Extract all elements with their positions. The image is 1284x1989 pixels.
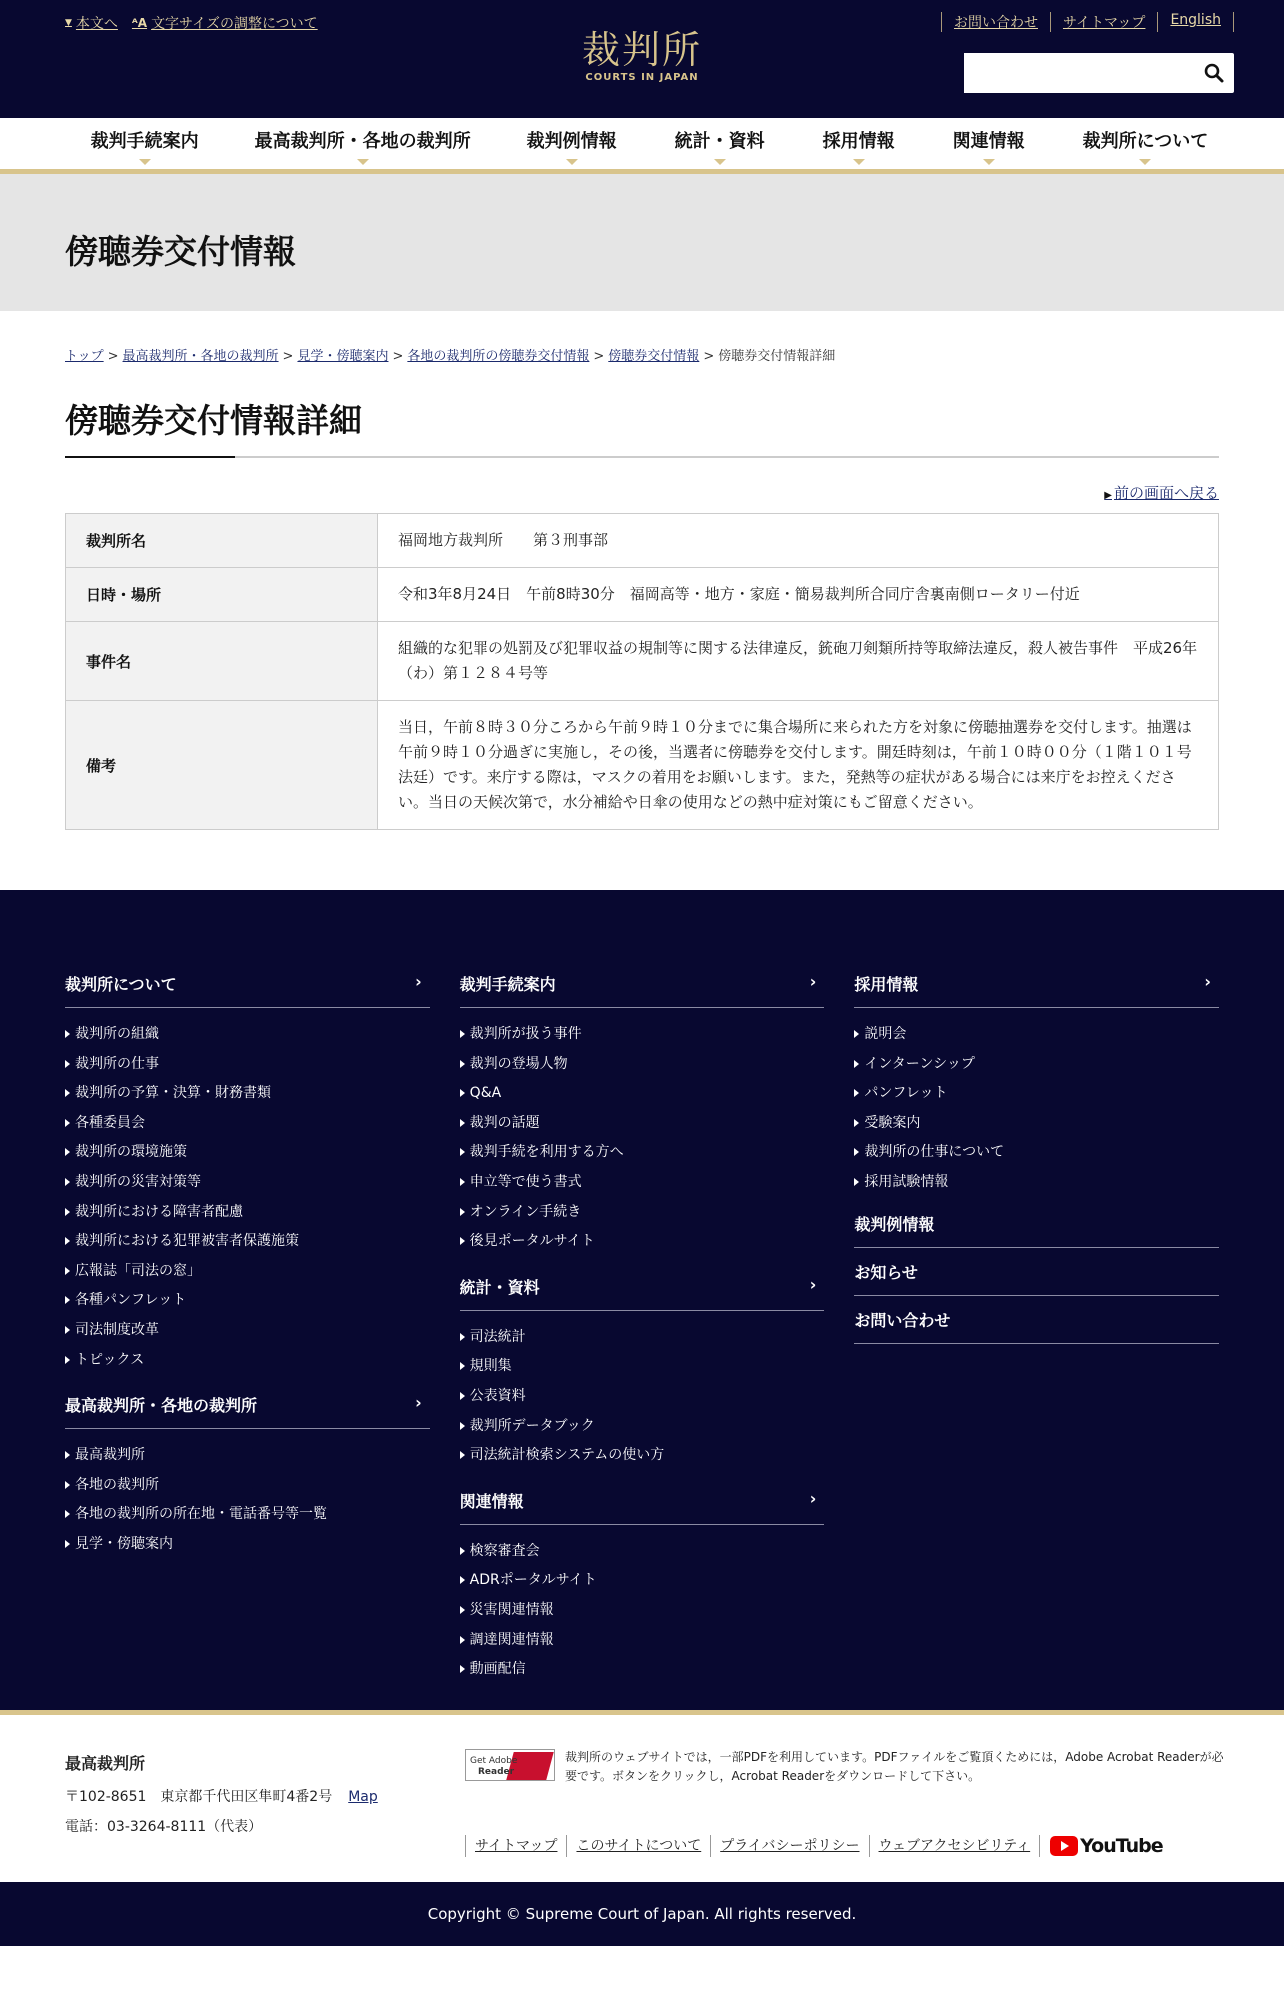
- footer-column-1: [65, 956, 430, 1670]
- row-value: 令和3年8月24日 午前8時30分 福岡高等・地方・家庭・簡易裁判所合同庁舎裏南側ロータリー付近: [378, 568, 1219, 622]
- site-footer: [0, 890, 1284, 1946]
- adobe-badge-text: Get Adobe: [470, 1756, 518, 1766]
- font-size-link[interactable]: [132, 13, 318, 33]
- contact-link[interactable]: お問い合わせ: [941, 12, 1050, 32]
- font-size-link-label: 文字サイズの調整について: [151, 16, 318, 32]
- row-label: 裁判所名: [66, 514, 378, 568]
- footer-link[interactable]: Q&A: [460, 1079, 825, 1109]
- chevron-right-icon: ›: [415, 972, 422, 991]
- row-label: 事件名: [66, 622, 378, 701]
- address: [65, 1786, 1219, 1806]
- footer-link[interactable]: 災害関連情報: [460, 1596, 825, 1626]
- breadcrumb-separator: >: [593, 349, 605, 364]
- footer-link[interactable]: パンフレット: [854, 1079, 1219, 1109]
- english-link[interactable]: English: [1157, 12, 1234, 32]
- footer-heading[interactable]: [854, 962, 1219, 1008]
- footer-heading[interactable]: [460, 1265, 825, 1311]
- breadcrumb-separator: >: [107, 349, 119, 364]
- footer-link[interactable]: 裁判所データブック: [460, 1412, 825, 1442]
- footer-link[interactable]: 調達関連情報: [460, 1626, 825, 1656]
- gnav-label: 裁判所について: [1082, 131, 1209, 152]
- gnav-courts[interactable]: [228, 118, 498, 169]
- font-size-icon: ᴬA: [131, 16, 148, 30]
- page-title-band: [0, 174, 1284, 311]
- organization-name: 最高裁判所: [65, 1754, 146, 1773]
- footer-link[interactable]: 最高裁判所: [65, 1441, 430, 1471]
- footer-heading-label: 統計・資料: [459, 1277, 540, 1297]
- back-link-row: [65, 482, 1219, 503]
- copyright: Copyright © Supreme Court of Japan. All rights reserved.: [0, 1882, 1284, 1946]
- search-box: [964, 53, 1234, 93]
- gnav-label: 統計・資料: [674, 131, 765, 152]
- caret-down-icon: [139, 159, 151, 165]
- footer-link[interactable]: 裁判所の予算・決算・財務書類: [65, 1079, 430, 1109]
- table-row: [66, 568, 1219, 622]
- logo-english: COURTS IN JAPAN: [585, 72, 699, 83]
- footer-column-2: [459, 956, 825, 1678]
- global-nav: [0, 118, 1284, 174]
- footer-list: [854, 1008, 1219, 1200]
- footer-link[interactable]: 裁判所の環境施策: [65, 1138, 430, 1168]
- chevron-right-icon: ›: [809, 1488, 817, 1508]
- gnav-label: 採用情報: [822, 131, 895, 152]
- caret-down-icon: [714, 159, 726, 165]
- section-heading: [65, 395, 1219, 458]
- footer-link[interactable]: 後見ポータルサイト: [460, 1227, 825, 1257]
- row-label: 備考: [66, 701, 378, 830]
- row-value: 当日，午前８時３０分ころから午前９時１０分までに集合場所に来られた方を対象に傍聴抽選券を交付します。抽選は午前９時１０分過ぎに実施し，その後，当選者に傍聴券を交付します。開廷時刻は，午前１０時００分（１階１０１号法廷）です。来庁する際は，マスクの着用をお願いします。また，発熱等の症状がある場合には来庁をお控えください。当日の天候次第で，水分補給や日傘の使用などの熱中症対策にもご留意ください。: [378, 701, 1219, 830]
- caret-down-icon: [1139, 159, 1151, 165]
- page-title: 傍聴券交付情報: [65, 232, 296, 271]
- section-title: 傍聴券交付情報詳細: [65, 401, 362, 440]
- footer-list: [65, 1429, 430, 1561]
- footer-link[interactable]: 見学・傍聴案内: [65, 1530, 430, 1560]
- footer-list: [65, 1008, 430, 1377]
- footer-heading-label: 裁判手続案内: [459, 975, 556, 994]
- gnav-label: 裁判手続案内: [90, 131, 199, 152]
- breadcrumb-link[interactable]: 最高裁判所・各地の裁判所: [122, 349, 279, 364]
- footer-list: [460, 1525, 825, 1687]
- logo-kanji: 裁判所: [581, 28, 702, 72]
- footer-links: [465, 1835, 1163, 1857]
- caret-down-icon: [566, 159, 578, 165]
- breadcrumb-link[interactable]: トップ: [65, 349, 104, 364]
- footer-link[interactable]: 裁判所の仕事について: [854, 1138, 1219, 1168]
- footer-heading-label: 裁判所について: [65, 975, 177, 994]
- search-input[interactable]: [964, 53, 1184, 93]
- site-logo[interactable]: [560, 28, 724, 83]
- footer-heading[interactable]: [460, 1479, 825, 1525]
- footer-link[interactable]: 司法統計: [460, 1323, 825, 1353]
- gnav-precedents[interactable]: [498, 118, 646, 169]
- chevron-right-icon: ›: [1204, 972, 1212, 991]
- map-link[interactable]: Map: [348, 1789, 378, 1805]
- table-row: [66, 514, 1219, 568]
- search-icon[interactable]: [1202, 61, 1226, 85]
- gnav-label: 裁判例情報: [526, 131, 617, 152]
- footer-heading[interactable]: [460, 962, 825, 1008]
- footer-info: [0, 1710, 1284, 1882]
- pdf-note: 裁判所のウェブサイトでは，一部PDFを利用しています。PDFファイルをご覧頂くためには，Adobe Acrobat Readerが必要です。ボタンをクリックし，Acrobat Readerをダウンロードして下さい。: [565, 1750, 1224, 1783]
- breadcrumb: [0, 311, 1284, 395]
- footer-link[interactable]: 各種委員会: [65, 1109, 430, 1139]
- footer-heading[interactable]: お問い合わせ: [854, 1298, 1219, 1344]
- footer-link[interactable]: 各地の裁判所: [65, 1471, 430, 1501]
- sitemap-link[interactable]: サイトマップ: [1050, 12, 1157, 32]
- gnav-recruitment[interactable]: [794, 118, 924, 169]
- footer-link[interactable]: 採用試験情報: [854, 1168, 1219, 1198]
- site-header: [0, 0, 1284, 174]
- footer-link[interactable]: 各地の裁判所の所在地・電話番号等一覧: [65, 1500, 430, 1530]
- back-link-label: 前の画面へ戻る: [1113, 484, 1219, 502]
- footer-nav: [0, 890, 1284, 1710]
- breadcrumb-current: 傍聴券交付情報詳細: [718, 349, 836, 364]
- breadcrumb-separator: >: [703, 349, 715, 364]
- footer-link[interactable]: 裁判所における犯罪被害者保護施策: [65, 1227, 430, 1257]
- utility-left: [65, 13, 318, 33]
- row-label: 日時・場所: [66, 568, 378, 622]
- skip-to-content-link[interactable]: [65, 13, 118, 33]
- youtube-link[interactable]: [1050, 1835, 1162, 1857]
- footer-link[interactable]: 説明会: [854, 1020, 1219, 1050]
- back-link[interactable]: [1104, 484, 1219, 502]
- gnav-label: 関連情報: [952, 131, 1025, 152]
- detail-table: [65, 513, 1219, 830]
- row-value: 福岡地方裁判所 第３刑事部: [378, 514, 1219, 568]
- chevron-right-icon: ›: [809, 1274, 817, 1294]
- footer-heading[interactable]: [65, 1383, 430, 1429]
- adobe-badge-text: Reader: [478, 1767, 515, 1777]
- footer-heading-label: 関連情報: [459, 1491, 524, 1511]
- footer-link[interactable]: 動画配信: [460, 1655, 825, 1685]
- footer-link[interactable]: 広報誌「司法の窓」: [65, 1257, 430, 1287]
- footer-link[interactable]: トピックス: [65, 1346, 430, 1376]
- footer-heading-label: 最高裁判所・各地の裁判所: [65, 1396, 258, 1416]
- footer-list: [460, 1311, 825, 1473]
- breadcrumb-link[interactable]: 見学・傍聴案内: [297, 349, 389, 364]
- footer-link[interactable]: 検察審査会: [460, 1537, 825, 1567]
- footer-link[interactable]: 裁判の登場人物: [460, 1050, 825, 1080]
- footer-link[interactable]: 裁判手続を利用する方へ: [460, 1138, 825, 1168]
- skip-link-label: 本文へ: [75, 16, 118, 32]
- footer-heading[interactable]: お知らせ: [854, 1250, 1219, 1296]
- footer-link[interactable]: 申立等で使う書式: [460, 1168, 825, 1198]
- privacy-policy-link[interactable]: プライバシーポリシー: [710, 1835, 868, 1857]
- gnav-procedures[interactable]: [62, 118, 228, 169]
- triangle-right-icon: ▶: [1104, 490, 1112, 501]
- caret-down-icon: [853, 159, 865, 165]
- table-row: [66, 622, 1219, 701]
- gnav-statistics[interactable]: [646, 118, 794, 169]
- footer-column-3: [854, 956, 1219, 1670]
- youtube-label: YouTube: [1080, 1835, 1163, 1857]
- row-value: 組織的な犯罪の処罰及び犯罪収益の規制等に関する法律違反，銃砲刀剣類所持等取締法違反，殺人被告事件 平成26年（わ）第１２８４号等: [378, 622, 1219, 701]
- footer-heading-label: 採用情報: [854, 975, 919, 994]
- get-adobe-reader-badge[interactable]: [465, 1749, 555, 1781]
- caret-down-icon: [357, 159, 369, 165]
- footer-link[interactable]: 公表資料: [460, 1382, 825, 1412]
- footer-list: [460, 1008, 825, 1259]
- footer-link[interactable]: 裁判所の仕事: [65, 1050, 430, 1080]
- table-row: [66, 701, 1219, 830]
- footer-heading[interactable]: 裁判例情報: [854, 1202, 1219, 1248]
- footer-sitemap-link[interactable]: サイトマップ: [465, 1835, 566, 1857]
- heading-underline: [65, 456, 235, 458]
- telephone: 電話：03-3264-8111（代表）: [65, 1819, 263, 1835]
- gnav-about[interactable]: [1054, 118, 1238, 169]
- breadcrumb-link[interactable]: 各地の裁判所の傍聴券交付情報: [407, 349, 590, 364]
- utility-right: [941, 12, 1234, 32]
- footer-link[interactable]: 裁判所における障害者配慮: [65, 1198, 430, 1228]
- footer-link[interactable]: 裁判の話題: [460, 1109, 825, 1139]
- footer-link[interactable]: 受験案内: [854, 1109, 1219, 1139]
- footer-link[interactable]: 裁判所が扱う事件: [460, 1020, 825, 1050]
- footer-link[interactable]: オンライン手続き: [460, 1198, 825, 1228]
- address-text: 〒102-8651 東京都千代田区隼町4番2号: [65, 1789, 333, 1805]
- accessibility-link[interactable]: ウェブアクセシビリティ: [869, 1835, 1041, 1857]
- about-site-link[interactable]: このサイトについて: [566, 1835, 710, 1857]
- footer-link[interactable]: 司法制度改革: [65, 1316, 430, 1346]
- chevron-right-icon: ›: [415, 1393, 422, 1413]
- breadcrumb-link[interactable]: 傍聴券交付情報: [608, 349, 700, 364]
- gnav-related[interactable]: [924, 118, 1054, 169]
- footer-link[interactable]: ADRポータルサイト: [460, 1566, 825, 1596]
- footer-link[interactable]: 司法統計検索システムの使い方: [460, 1441, 825, 1471]
- footer-heading[interactable]: [65, 962, 430, 1008]
- footer-link[interactable]: 各種パンフレット: [65, 1286, 430, 1316]
- breadcrumb-separator: >: [282, 349, 294, 364]
- caret-down-icon: [983, 159, 995, 165]
- breadcrumb-separator: >: [392, 349, 404, 364]
- footer-link[interactable]: 規則集: [460, 1352, 825, 1382]
- main-content: [0, 395, 1284, 830]
- footer-link[interactable]: インターンシップ: [854, 1050, 1219, 1080]
- footer-link[interactable]: 裁判所の組織: [65, 1020, 430, 1050]
- top-bar: [0, 0, 1284, 118]
- chevron-right-icon: ›: [809, 972, 817, 991]
- youtube-play-icon: [1050, 1836, 1078, 1856]
- triangle-down-icon: ▼: [65, 18, 72, 28]
- footer-link[interactable]: 裁判所の災害対策等: [65, 1168, 430, 1198]
- gnav-label: 最高裁判所・各地の裁判所: [254, 131, 471, 152]
